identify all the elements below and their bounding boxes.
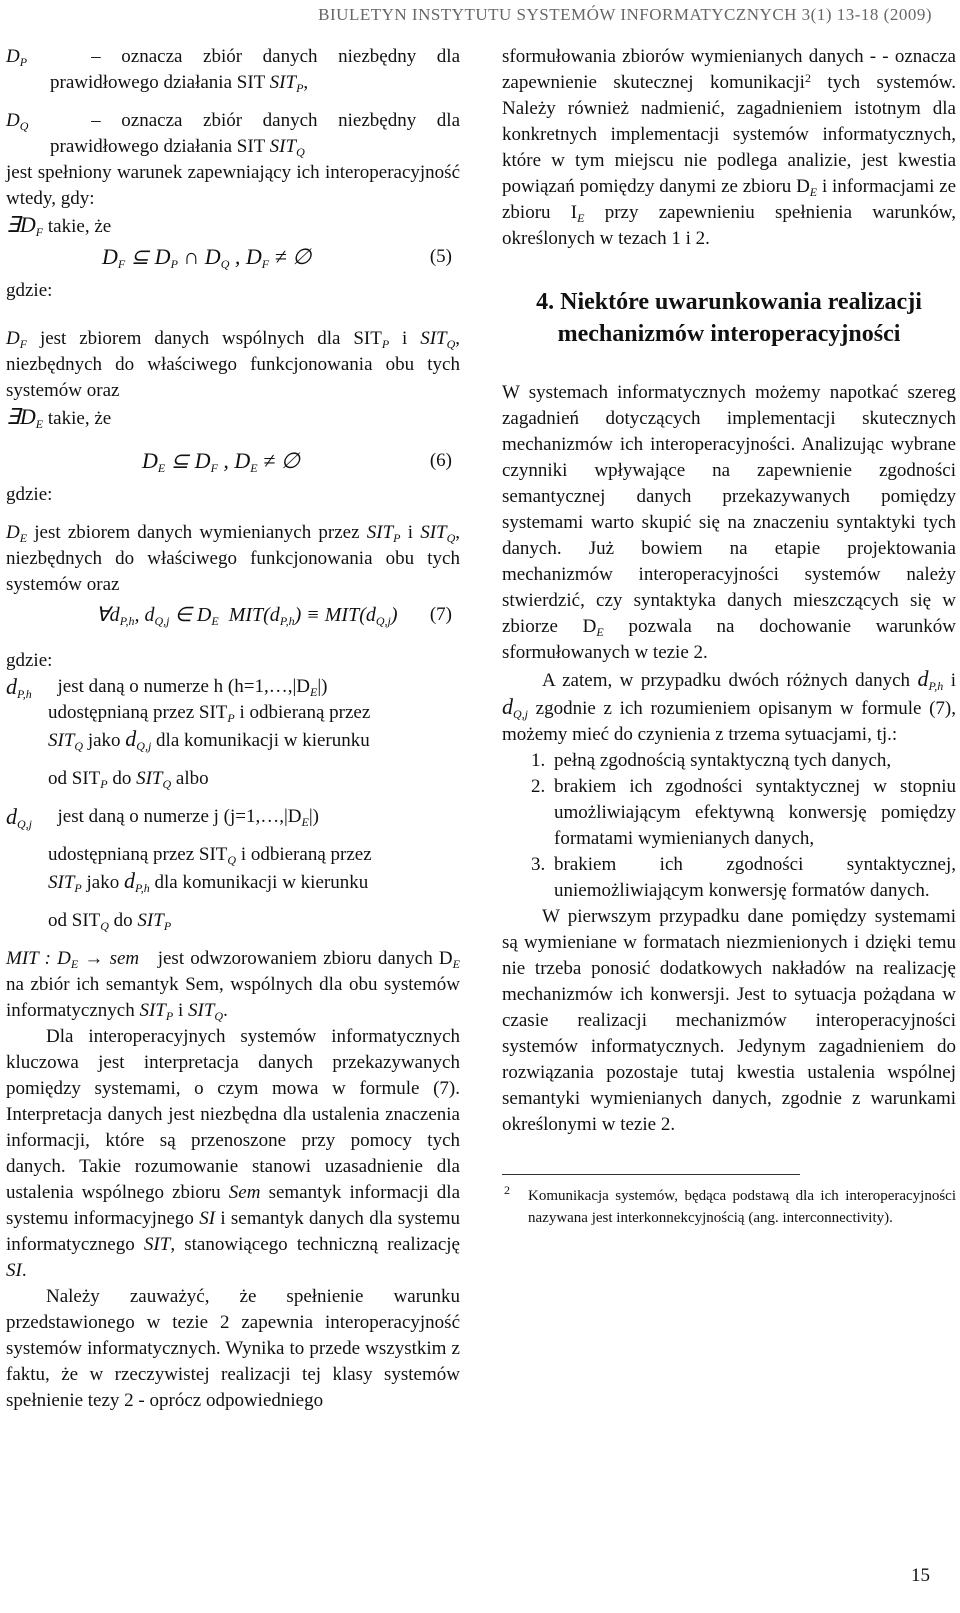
dp-definition: $D_P$ – oznacza zbiór danych niezbędny dla prawidłowego działania SIT $SIT_P$, [6,46,460,95]
paragraph-1: W systemach informatycznych możemy napotkać szereg zagadnień dotyczących implementacji skutecznych mechanizmów ich interoperacyjności. Analizując wybrane czynniki wpływające na zapewnienie zgodności semantycznej danych przekazywanych pomiędzy systemami warto skupić się na znaczeniu syntaktyki tych danych. Już bowiem na etapie projektowania mechanizmów interoperacyjności systemów należy stwierdzić, czy syntaktyka danych mieszczących się w zbiorze $D_E$ pozwala na dochowanie warunków sformułowanych w tezie 2. [502,382,957,663]
formula-6: $D_E$ ⊆ $D_F$ , $D_E$ ≠ ∅ (6) [142,448,452,475]
gdzie-3: gdzie: [6,650,53,671]
gdzie-1: gdzie: [6,280,53,301]
formula-5: $D_F$ ⊆ $D_P$ ∩ $D_Q$ , $D_F$ ≠ ∅ (5) [102,244,452,271]
dph-description: $d_{P,h}$ jest daną o numerze h $(h=1,\dots,|D_E|)$ udostępnianą przez $SIT_P$ i odbieraną przez $SIT_Q$ jako $d_{Q,j}$ dla komunikacji w kierunku od $SIT_P$ do $SIT_Q$ albo [6,674,371,791]
dqj-description: $d_{Q,j}$ jest daną o numerze j $(j=1,\dots,|D_E|)$ udostępnianą przez $SIT_Q$ i odbieraną przez $SIT_P$ jako $d_{P,h}$ dla komunikacji w kierunku od $SIT_Q$ do $SIT_P$ [6,804,372,933]
de-description: $D_E$ jest zbiorem danych wymienianych przez $SIT_P$ i $SIT_Q$, niezbędnych do właściwego funkcjonowania obu tych systemów oraz [6,522,461,595]
condition-intro: jest spełniony warunek zapewniający ich interoperacyjność wtedy, gdy: [6,162,460,209]
footnote: 2 Komunikacja systemów, będąca podstawą dla ich interoperacyjności nazywana jest interkonnekcyjnością (ang. interconnectivity). [504,1183,956,1226]
paragraph-2: A zatem, w przypadku dwóch różnych danych $d_{P,h}$ i $d_{Q,j}$ zgodnie z ich rozumieniem opisanym w formule (7), możemy mieć do czynienia z trzema sytuacjami, tj.: [502,666,957,745]
section-title: 4. Niektóre uwarunkowania realizacji mechanizmów interoperacyjności [536,289,922,347]
paragraph-3: W pierwszym przypadku dane pomiędzy systemami są wymieniane w formatach niezmienionych i dzięki temu nie trzeba ponosić dodatkowych nakładów na realizację mechanizmów ich konwersji. Jest to sytuacja pożądana w czasie realizacji mechanizmów interoperacyjności systemów informatycznych. Jedynym zagadnieniem do rozwiązania pozostaje tutaj kwestia ustalenia wspólnej semantyki wymienianych danych, zgodnie z warunkami określonymi w tezie 2. [502,906,956,1135]
page-number: 15 [911,1565,930,1586]
right-intro: sformułowania zbiorów wymienianych danych - - oznacza zapewnienie skutecznej komunikacji$^2$ tych systemów. Należy również nadmienić, zagadnieniem istotnym dla konkretnych implementacji systemów informatycznych, które w tym miejscu nie podlega analizie, jest kwestia powiązań pomiędzy danymi ze zbioru $D_E$ i informacjami ze zbioru $I_E$ przy zapewnieniu spełnienia warunków, określonych w tezach 1 i 2. [502,46,957,249]
left-column [6,44,460,1414]
formula-7: $\forall d_{P,h}$, $d_{Q,j}$ ∈ $D_E$ $MIT(d_{P,h}) \equiv MIT(d_{Q,j})$ (7) [96,604,452,628]
exists-de: $\exists D_E$ takie, że [6,404,112,431]
df-description: $D_F$ jest zbiorem danych wspólnych dla $SIT_P$ i $SIT_Q$, niezbędnych do właściwego funkcjonowania obu tych systemów oraz [6,328,461,401]
paragraph-interpretation: Dla interoperacyjnych systemów informatycznych kluczowa jest interpretacja danych przekazywanych pomiędzy systemami, o czym mowa w formule (7). Interpretacja danych jest niezbędna dla ustalenia znaczenia informacji, które są przenoszone przy pomocy tych danych. Takie rozumowanie stanowi uzasadnienie dla ustalenia wspólnego zbioru Sem semantyk informacji dla systemu informacyjnego SI i semantyk danych dla systemu informatycznego SIT, stanowiącego techniczną realizację SI. [6,1026,461,1281]
paragraph-note: Należy zauważyć, że spełnienie warunku przedstawionego w tezie 2 zapewnia interoperacyjność systemów informatycznych. Wynika to przede wszystkim z faktu, że w rzeczywistej realizacji tej klasy systemów spełnienie tezy 2 - oprócz odpowiedniego [6,1286,460,1411]
right-column [502,44,956,1229]
footnote-divider [502,1174,800,1175]
exists-df: $\exists D_F$ takie, że [6,212,112,239]
list-item: 2. brakiem ich zgodności syntaktycznej w stopniu umożliwiającym efektywną konwersję pomiędzy formatami wymienianych danych, [550,774,956,852]
list-item: 1. pełną zgodnością syntaktyczną tych danych, [550,748,956,774]
situations-list [502,748,956,904]
gdzie-2: gdzie: [6,484,53,505]
dq-definition: $D_Q$ – oznacza zbiór danych niezbędny dla prawidłowego działania SIT $SIT_Q$ [6,110,460,159]
mit-description: MIT : $D_E$ → sem jest odwzorowaniem zbioru danych $D_E$ na zbiór ich semantyk Sem, wspólnych dla obu systemów informatycznych $SIT_P$ i $SIT_Q$. [6,948,460,1023]
journal-header: BIULETYN INSTYTUTU SYSTEMÓW INFORMATYCZNYCH 3(1) 13-18 (2009) [318,5,932,24]
list-item: 3. brakiem ich zgodności syntaktycznej, uniemożliwiającym konwersję formatów danych. [550,852,956,904]
